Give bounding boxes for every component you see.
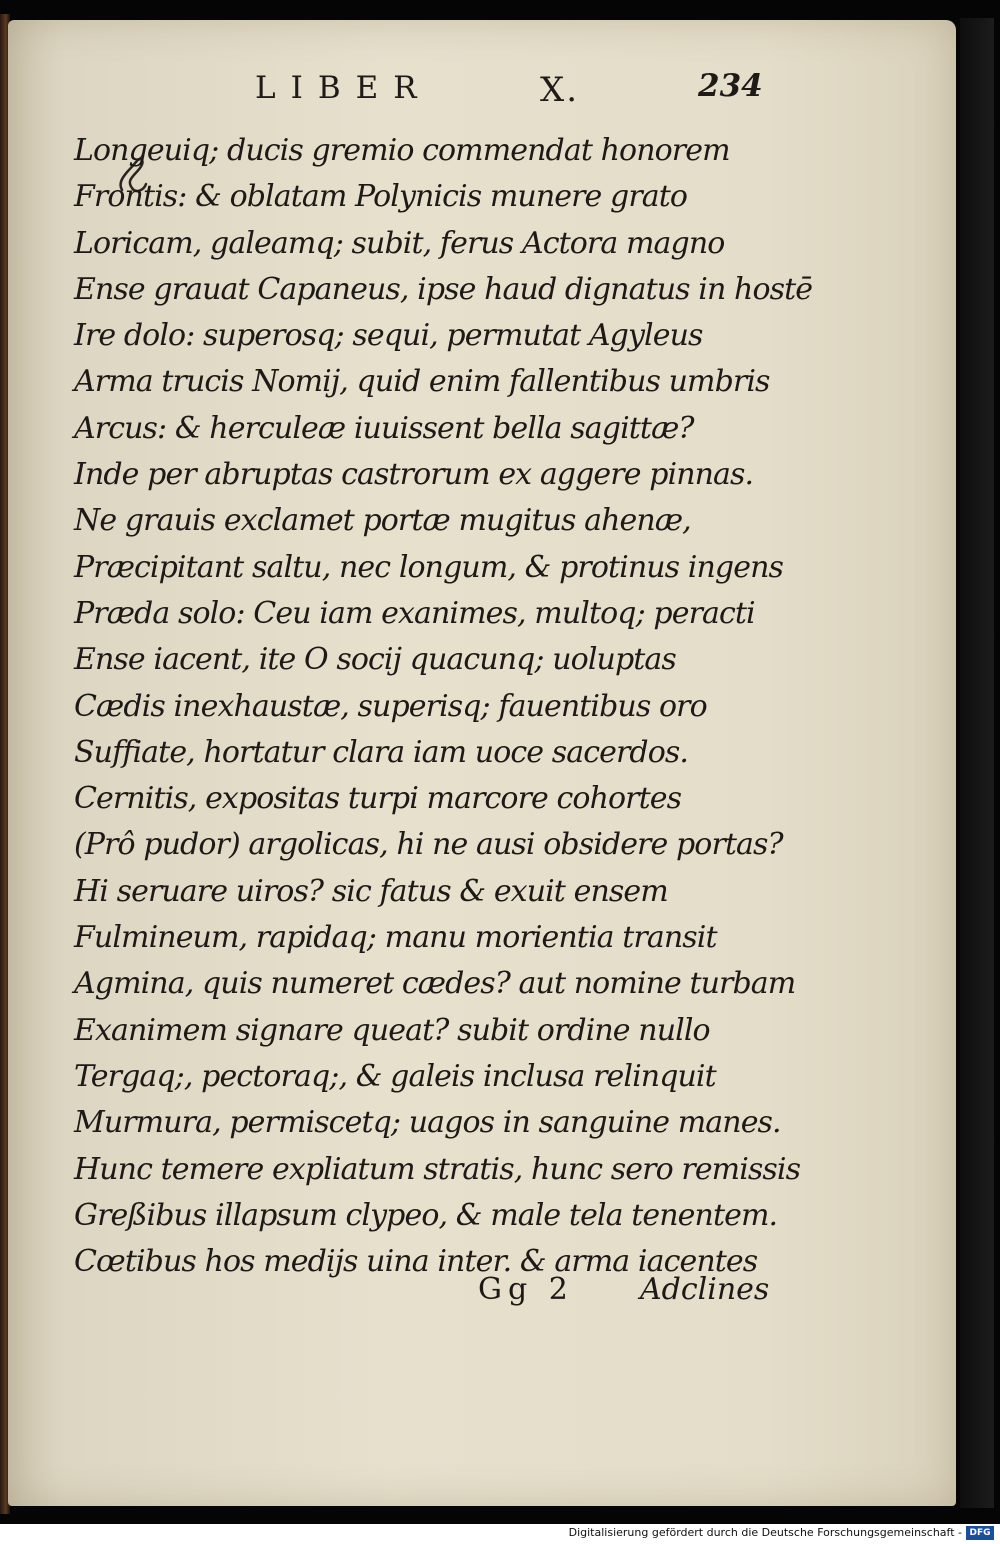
verse-line: Murmura, permiscetq; uagos in sanguine manes. [74,1105,781,1141]
verse-line: Fulmineum, rapidaq; manu morientia transit [74,920,717,956]
verse-line: Præda solo: Ceu iam exanimes, multoq; peracti [74,595,755,631]
verse-line: Exanimem signare queat? subit ordine nullo [74,1012,710,1048]
verse-line: Ense iacent, ite O socij quacunq; uoluptas [74,642,676,678]
verse-line: Cædis inexhaustæ, superisq; fauentibus oro [74,688,707,724]
verse-line: Hunc temere expliatum stratis, hunc sero remissis [74,1151,801,1187]
verse-line: Tergaq;, pectoraq;, & galeis inclusa relinquit [74,1058,716,1094]
verse-line: Suffiate, hortatur clara iam uoce sacerdos. [74,734,689,770]
verse-line: Ire dolo: superosq; sequi, permutat Agyleus [74,318,703,354]
running-head [0,70,1000,110]
verse-line: Greßibus illapsum clypeo, & male tela tenentem. [74,1197,778,1233]
verse-line: Hi seruare uiros? sic fatus & exuit ensem [74,873,668,909]
dfg-logo: DFG [966,1526,994,1540]
catchline [0,1272,1000,1316]
signature-mark: Gg 2 [478,1272,574,1307]
verse-line: Loricam, galeamq; subit, ferus Actora magno [74,225,725,261]
verse-line: Cœtibus hos medijs uina inter. & arma iacentes [74,1244,758,1280]
footer-strip [0,1524,1000,1544]
verse-line: (Prô pudor) argolicas, hi ne ausi obsidere portas? [74,827,783,863]
verse-line: Præcipitant saltu, nec longum, & protinus ingens [74,549,783,585]
book-number: X. [540,70,580,110]
verse-line: Arma trucis Nomij, quid enim fallentibus umbris [74,364,770,400]
verse-line: Agmina, quis numeret cædes? aut nomine turbam [74,966,796,1002]
verse-line: Arcus: & herculeæ iuuissent bella sagittæ? [74,410,694,446]
digitization-credit: Digitalisierung gefördert durch die Deutsche Forschungsgemeinschaft - [568,1526,962,1539]
verse-line: Ne grauis exclamet portæ mugitus ahenæ, [74,503,691,539]
running-title: LIBER [255,70,432,106]
catchword: Adclines [640,1272,770,1307]
verse-line: Inde per abruptas castrorum ex aggere pinnas. [74,457,754,493]
verse-line: Frontis: & oblatam Polynicis munere grato [74,179,688,215]
verse-line: Longeuiq; ducis gremio commendat honorem [74,133,730,168]
verse-line: Cernitis, expositas turpi marcore cohortes [74,781,682,817]
page-number: 234 [698,68,763,104]
verse-line: Ense grauat Capaneus, ipse haud dignatus in hostē [74,271,813,307]
verse-block [74,128,813,1285]
